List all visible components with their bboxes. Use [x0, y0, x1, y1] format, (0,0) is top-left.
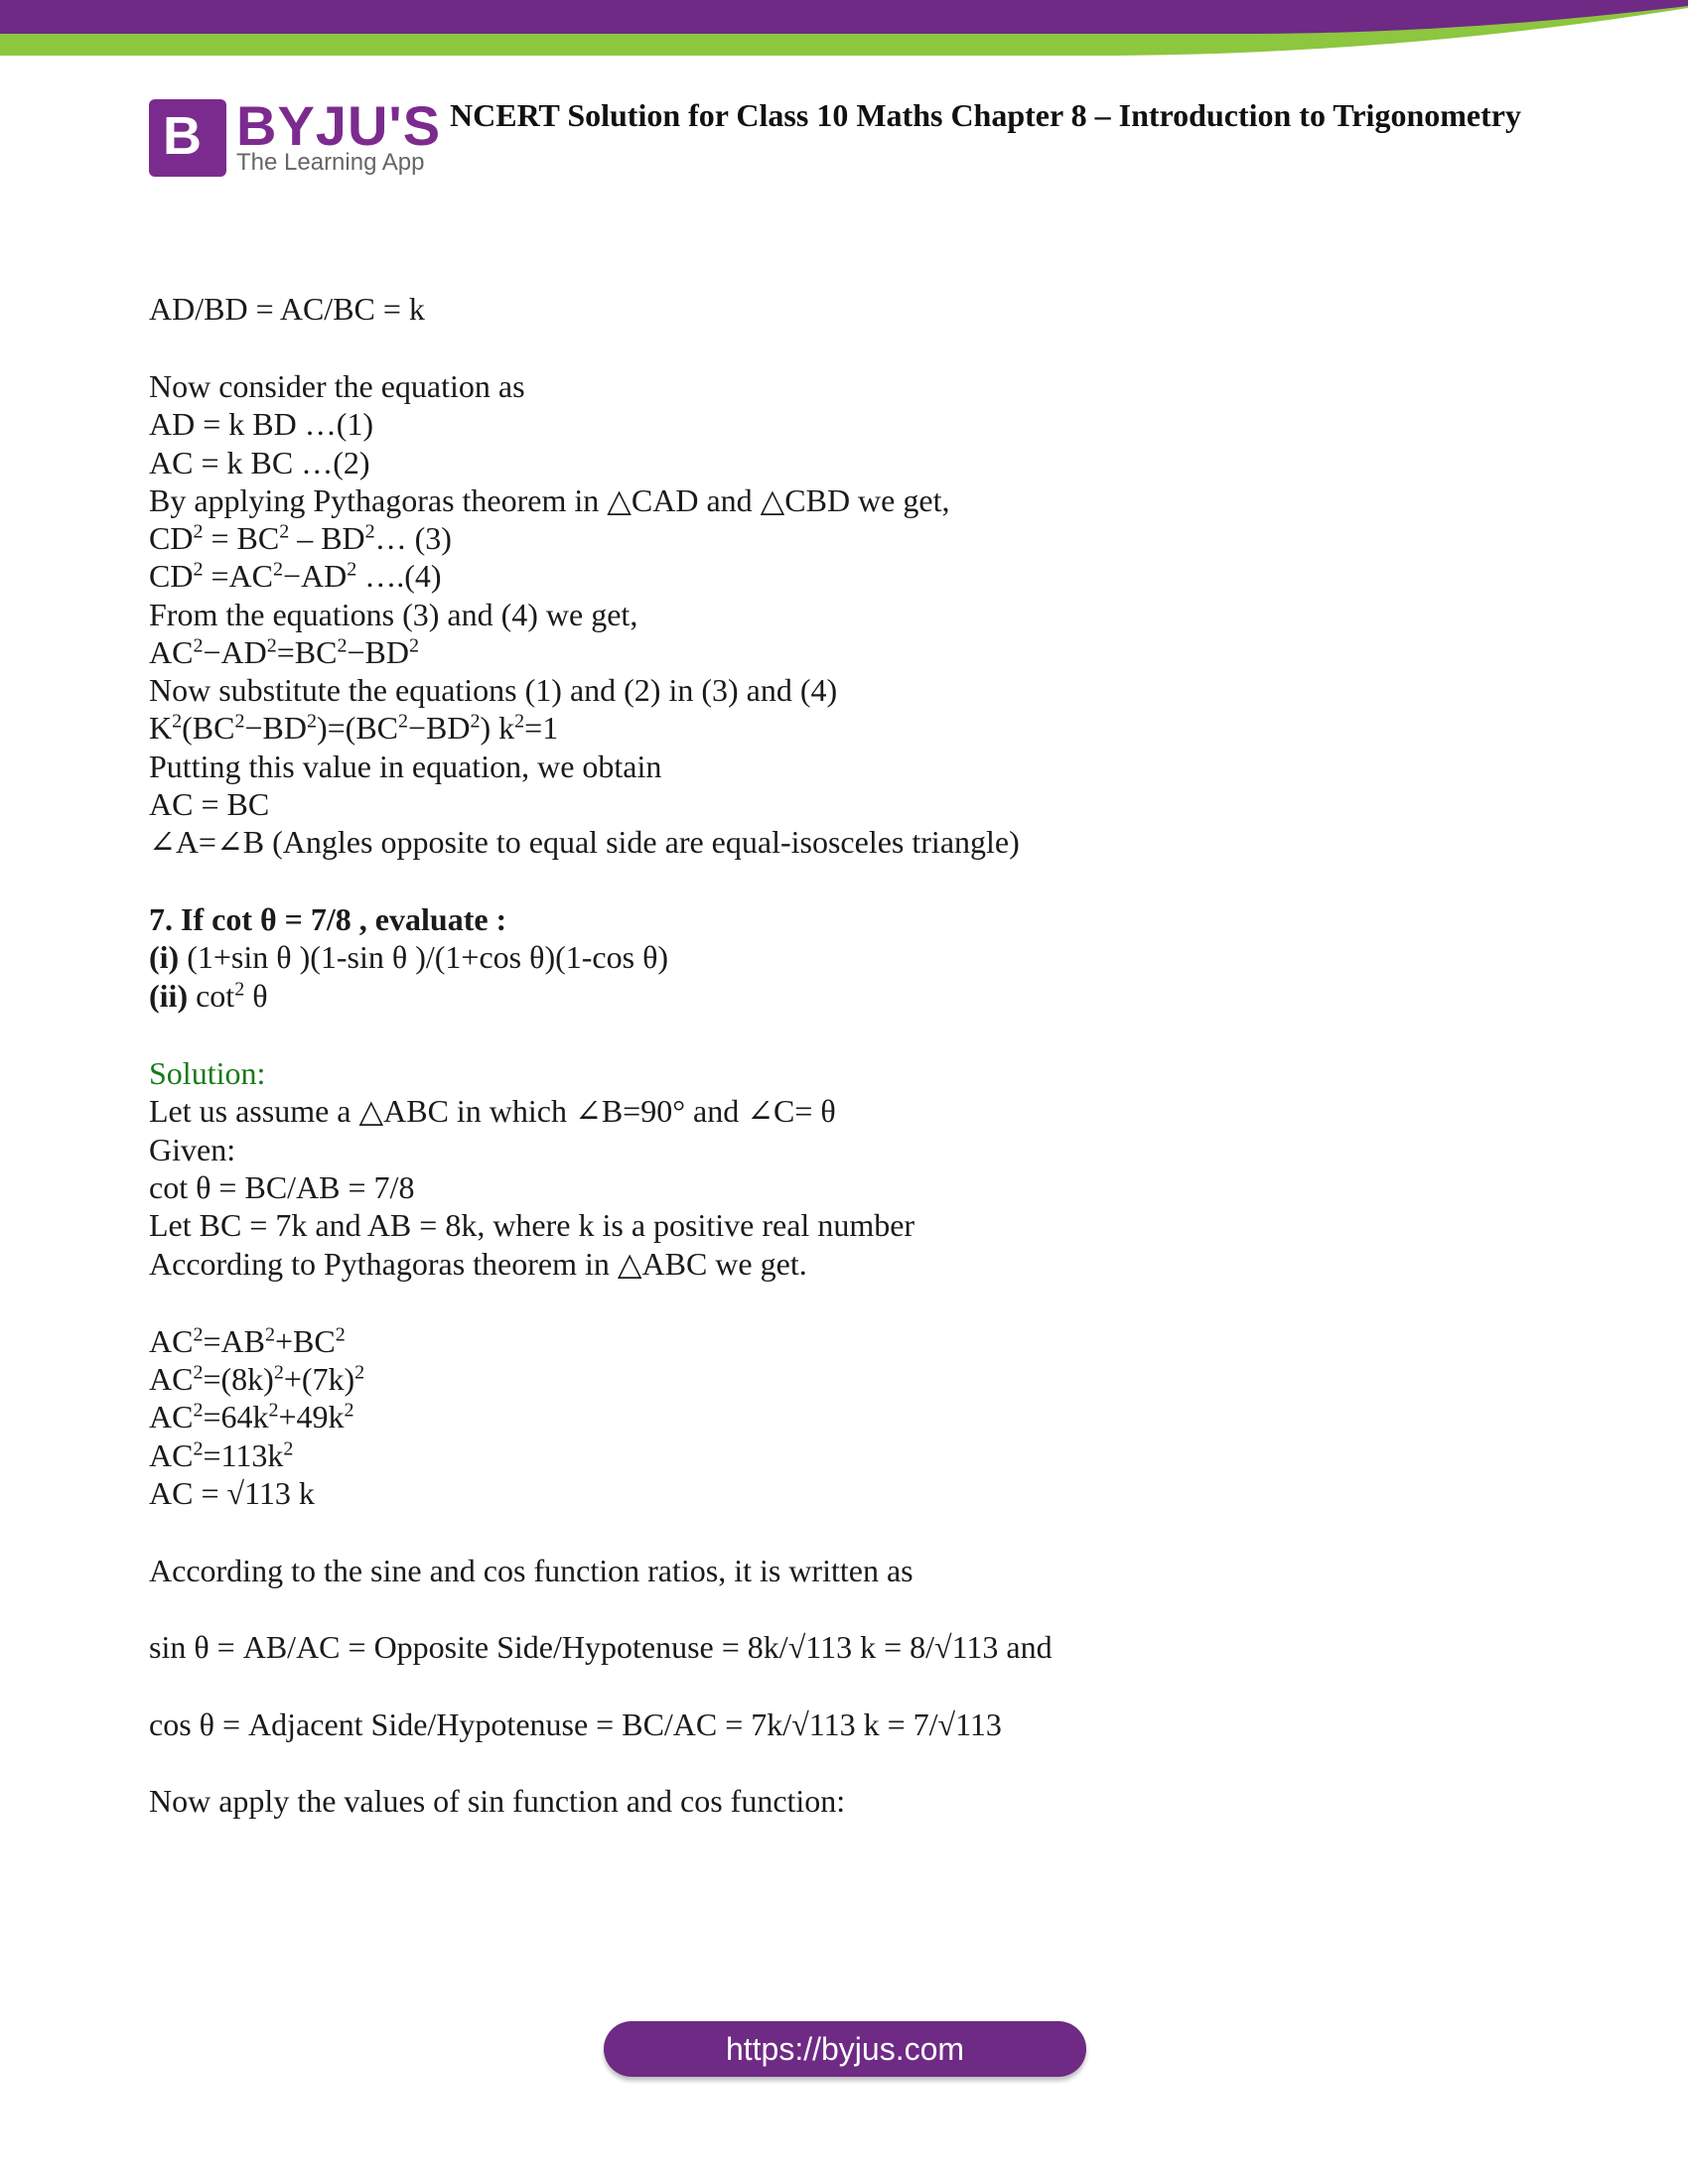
question-part-ii: (ii) $\cot^2 \theta$ — [149, 978, 268, 1014]
logo-wordmark: BYJU'S — [236, 94, 442, 157]
text-line: Putting this value in equation, we obtain — [149, 749, 662, 784]
equation-line: $AC^2=113k^2$ — [149, 1437, 294, 1473]
text-line: Now substitute the equations (1) and (2) in (3) and (4) — [149, 672, 838, 708]
equation-line: $CD^2 = BC^2$ – $BD^2\dots$ (3) — [149, 520, 452, 556]
header-band — [0, 0, 1688, 60]
byjus-logo[interactable] — [149, 94, 442, 179]
text-line: sin θ = AB/AC = Opposite Side/Hypotenuse = 8k/√113 k = 8/√113 and — [149, 1629, 1053, 1665]
equation-line: $K^2(BC^2-BD^2)=(BC^2-BD^2)$ $k^2=1$ — [149, 710, 559, 746]
footer-link[interactable] — [604, 2021, 1086, 2077]
solution-label: Solution: — [149, 1055, 266, 1091]
text-line: AD/BD = AC/BC = k — [149, 291, 425, 327]
equation-line: $AC^2=64k^2+49k^2$ — [149, 1399, 354, 1434]
text-line: Let us assume a △ABC in which ∠B=90° and ∠C= θ — [149, 1093, 836, 1129]
text-line: According to Pythagoras theorem in △ABC we get. — [149, 1246, 807, 1282]
question-part-i: (i) (1+sin θ )(1-sin θ )/(1+cos θ)(1-cos θ) — [149, 939, 669, 975]
text-line: Now apply the values of sin function and cos function: — [149, 1783, 846, 1819]
question-heading: 7. If cot θ = 7/8 , evaluate : — [149, 901, 507, 937]
text-line: cot θ = BC/AB = 7/8 — [149, 1169, 415, 1205]
text-line: Let BC = 7k and AB = 8k, where k is a positive real number — [149, 1207, 915, 1243]
footer-url[interactable]: https://byjus.com — [725, 2031, 965, 2067]
text-line: According to the sine and cos function ratios, it is written as — [149, 1553, 914, 1588]
page-title: NCERT Solution for Class 10 Maths Chapter 8 – Introduction to Trigonometry — [450, 97, 1521, 133]
text-line: AC = k BC …(2) — [149, 445, 370, 480]
text-line: From the equations (3) and (4) we get, — [149, 597, 638, 632]
text-line: Now consider the equation as — [149, 368, 525, 404]
equation-line: $AC^2=AB^2+BC^2$ — [149, 1323, 346, 1359]
text-line: Given: — [149, 1132, 236, 1167]
logo-icon: B — [149, 99, 226, 177]
text-line: AD = k BD …(1) — [149, 406, 374, 442]
equation-line: $AC^2=(8k)^2+(7k)^2$ — [149, 1361, 365, 1397]
text-line: cos θ = Adjacent Side/Hypotenuse = BC/AC = 7k/√113 k = 7/√113 — [149, 1706, 1002, 1742]
text-line: By applying Pythagoras theorem in △CAD and △CBD we get, — [149, 482, 950, 518]
equation-line: $AC^2-AD^2=BC^2-BD^2$ — [149, 634, 419, 670]
equation-line: AC = √113 k — [149, 1475, 315, 1511]
text-line: ∠A=∠B (Angles opposite to equal side are equal-isosceles triangle) — [149, 824, 1020, 860]
equation-line: $CD^2 =AC^2-AD^2$ ….(4) — [149, 558, 442, 594]
text-line: AC = BC — [149, 786, 270, 822]
logo-tagline: The Learning App — [236, 149, 425, 176]
